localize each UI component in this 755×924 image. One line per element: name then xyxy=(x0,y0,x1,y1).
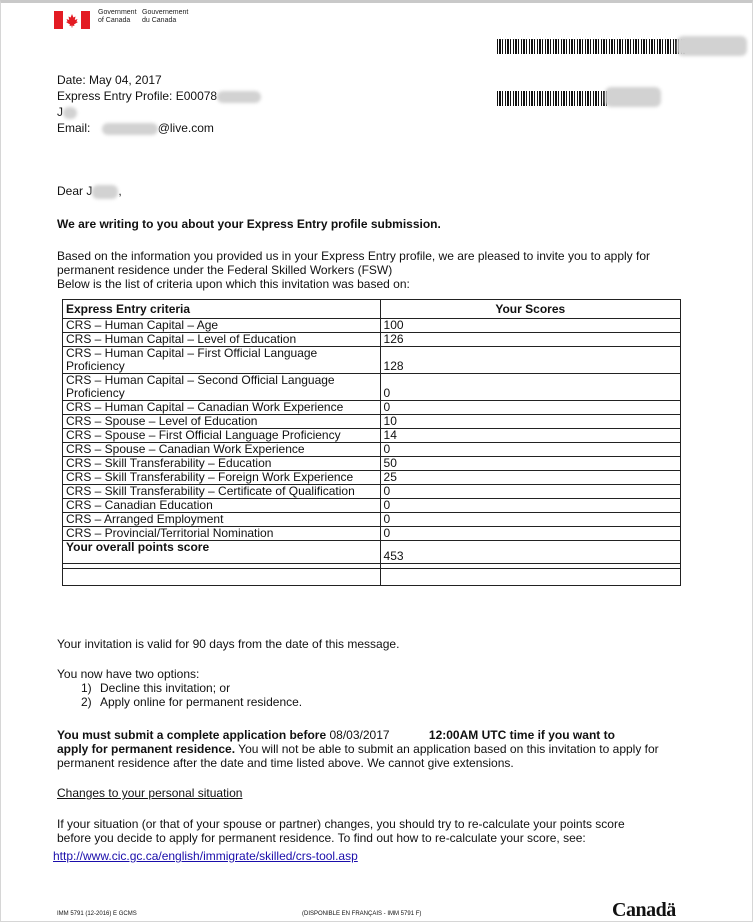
crs-tool-link[interactable]: http://www.cic.gc.ca/english/immigrate/skilled/crs-tool.asp xyxy=(53,849,358,863)
deadline-paragraph: You must submit a complete application before 08/03/2017 12:00AM UTC time if you want to apply for permanent residence. You will not be able to submit an application based on this invitation to apply for permanent residence after the date and time listed above. We cannot give extensions. xyxy=(57,728,659,770)
score-cell: 0 xyxy=(380,401,680,415)
intro-paragraph: Based on the information you provided us in your Express Entry profile, we are pleased to invite you to apply for permanent residence under the Federal Skilled Workers (FSW) Below is the list of criteria upon which this invitation was based on: xyxy=(57,249,650,291)
score-cell: 128 xyxy=(380,347,680,374)
criteria-cell: CRS – Human Capital – Level of Education xyxy=(63,333,381,347)
barcode-second xyxy=(497,91,609,106)
deadline-time: 12:00AM UTC time if you want to xyxy=(428,728,615,742)
criteria-cell: CRS – Arranged Employment xyxy=(63,513,381,527)
criteria-cell: CRS – Skill Transferability – Certificate of Qualification xyxy=(63,485,381,499)
score-cell: 25 xyxy=(380,471,680,485)
validity-note: Your invitation is valid for 90 days from the date of this message. xyxy=(57,637,400,651)
email-line: Email: @live.com xyxy=(57,121,214,135)
barcode-top xyxy=(497,39,685,54)
score-cell: 0 xyxy=(380,499,680,513)
table-row xyxy=(63,443,681,457)
canada-wordmark: Canadä xyxy=(612,899,676,921)
profile-number: E00078 xyxy=(175,89,218,103)
score-cell: 0 xyxy=(380,443,680,457)
salutation: Dear J , xyxy=(57,184,122,198)
score-cell: 50 xyxy=(380,457,680,471)
score-cell: 0 xyxy=(380,485,680,499)
empty-row xyxy=(63,569,681,586)
score-cell: 0 xyxy=(380,513,680,527)
table-row xyxy=(63,374,681,401)
subject-line: We are writing to you about your Express Entry profile submission. xyxy=(57,217,441,231)
criteria-cell: CRS – Human Capital – Age xyxy=(63,319,381,333)
table-row xyxy=(63,319,681,333)
criteria-cell: CRS – Provincial/Territorial Nomination xyxy=(63,527,381,541)
table-row xyxy=(63,471,681,485)
total-row xyxy=(63,541,681,564)
score-cell: 0 xyxy=(380,527,680,541)
option-apply: 2) Apply online for permanent residence. xyxy=(81,695,303,709)
redacted-salutation-name xyxy=(92,185,118,199)
options-block xyxy=(57,667,302,709)
score-column-header: Your Scores xyxy=(380,300,680,319)
redacted-email xyxy=(102,123,158,135)
table-row xyxy=(63,527,681,541)
total-label: Your overall points score xyxy=(63,541,381,564)
redacted-name xyxy=(63,107,77,119)
profile-line: Express Entry Profile: E00078 xyxy=(57,89,261,103)
table-row xyxy=(63,401,681,415)
redacted-barcode-second-end xyxy=(605,87,661,107)
criteria-cell: CRS – Spouse – First Official Language Proficiency xyxy=(63,429,381,443)
criteria-cell: CRS – Spouse – Level of Education xyxy=(63,415,381,429)
redacted-barcode-end xyxy=(677,36,747,56)
score-cell: 126 xyxy=(380,333,680,347)
table-row xyxy=(63,429,681,443)
table-row xyxy=(63,513,681,527)
option-decline: 1) Decline this invitation; or xyxy=(81,681,231,695)
form-code: IMM 5791 (12-2016) E GCMS xyxy=(57,911,137,917)
score-cell: 0 xyxy=(380,374,680,401)
criteria-column-header: Express Entry criteria xyxy=(63,300,381,319)
french-note: (DISPONIBLE EN FRANÇAIS - IMM 5791 F) xyxy=(302,911,422,917)
options-intro: You now have two options: xyxy=(57,667,200,681)
score-cell: 10 xyxy=(380,415,680,429)
deadline-date: 08/03/2017 xyxy=(329,728,390,742)
criteria-cell: CRS – Spouse – Canadian Work Experience xyxy=(63,443,381,457)
table-row xyxy=(63,347,681,374)
changes-heading: Changes to your personal situation xyxy=(57,786,243,800)
table-row xyxy=(63,415,681,429)
table-row xyxy=(63,333,681,347)
government-name-en: Government of Canada xyxy=(98,9,137,24)
crs-score-table xyxy=(62,299,681,586)
criteria-cell: CRS – Skill Transferability – Education xyxy=(63,457,381,471)
table-row xyxy=(63,499,681,513)
date-line: Date: May 04, 2017 xyxy=(57,73,162,87)
criteria-cell: CRS – Canadian Education xyxy=(63,499,381,513)
redacted-profile xyxy=(217,91,261,103)
table-header-row xyxy=(63,300,681,319)
criteria-cell: CRS – Human Capital – Canadian Work Experience xyxy=(63,401,381,415)
government-name-fr: Gouvernement du Canada xyxy=(142,9,189,24)
applicant-name: J xyxy=(57,105,77,119)
score-cell: 14 xyxy=(380,429,680,443)
total-score: 453 xyxy=(380,541,680,564)
canada-flag-icon xyxy=(54,11,90,29)
criteria-cell: CRS – Human Capital – Second Official Language Proficiency xyxy=(63,374,381,401)
changes-paragraph: If your situation (or that of your spouse or partner) changes, you should try to re-calculate your points score before you decide to apply for permanent residence. To find out how to re-calculate your score, see: xyxy=(57,817,625,845)
score-cell: 100 xyxy=(380,319,680,333)
criteria-cell: CRS – Skill Transferability – Foreign Work Experience xyxy=(63,471,381,485)
table-row xyxy=(63,457,681,471)
table-row xyxy=(63,485,681,499)
criteria-cell: CRS – Human Capital – First Official Language Proficiency xyxy=(63,347,381,374)
